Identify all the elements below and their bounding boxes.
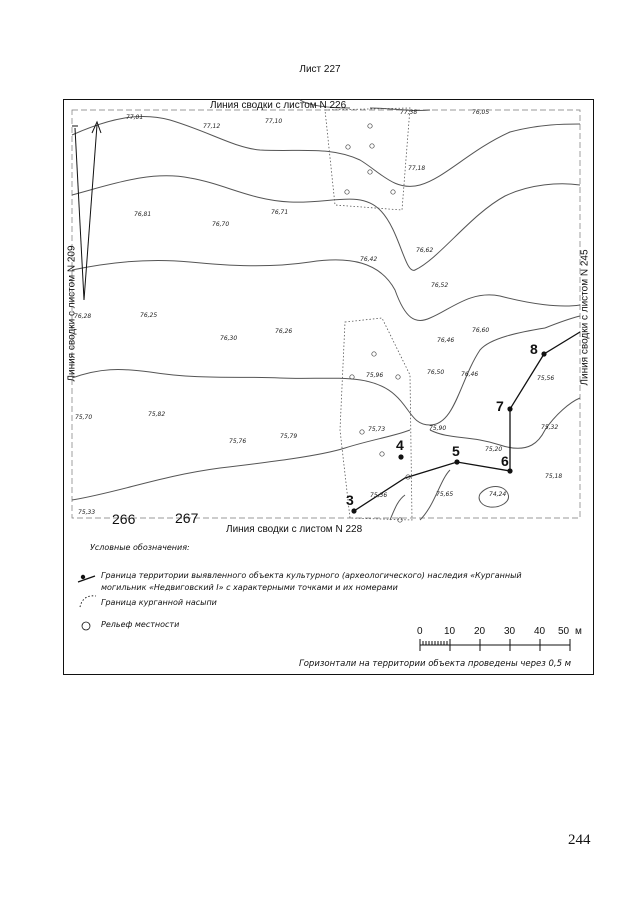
elevation-mark: 75,82	[148, 411, 166, 418]
elevation-mark: 76,46	[461, 371, 479, 378]
edge-label-bottom: Линия сводки с листом N 228	[226, 524, 363, 535]
elevation-mark: 76,52	[431, 282, 449, 289]
boundary-point-number: 5	[452, 443, 460, 459]
elevation-mark: 77,12	[203, 123, 221, 130]
elevation-mark: 76,26	[275, 328, 293, 335]
site-boundary	[351, 332, 580, 514]
elevation-mark: 76,70	[212, 221, 230, 228]
elevation-mark: 76,60	[472, 327, 490, 334]
elevation-mark: 76,05	[472, 109, 490, 116]
boundary-point-number: 4	[396, 437, 404, 453]
elevation-mark: 77,10	[265, 118, 283, 125]
contour-interval-note: Горизонтали на территории объекта проведены через 0,5 м	[299, 659, 572, 669]
elevation-mark: 76,30	[220, 335, 238, 342]
elevation-mark: 77,01	[126, 114, 144, 121]
boundary-point-number: 7	[496, 398, 504, 414]
legend-symbols	[78, 575, 96, 630]
elevation-mark: 75,33	[78, 509, 96, 516]
elevation-mark: 76,42	[360, 256, 378, 263]
boundary-point-icon	[351, 508, 356, 513]
legend-mound-text: Граница курганной насыпи	[101, 598, 217, 607]
elevation-mark: 75,96	[366, 372, 384, 379]
scale-tick-label: 50	[558, 626, 570, 637]
elevation-mark: 76,62	[416, 247, 434, 254]
boundary-point-icon	[507, 468, 512, 473]
elevation-mark: 76,28	[74, 313, 92, 320]
elevation-mark: 75,20	[485, 446, 503, 453]
adjacent-sheet-number: 266	[112, 511, 136, 527]
elevation-mark: 75,70	[75, 414, 93, 421]
edge-label-right: Линия сводки с листом N 245	[579, 249, 591, 386]
elevation-mark: 76,50	[427, 369, 445, 376]
page-number: 244	[568, 832, 591, 848]
scale-tick-label: 20	[474, 626, 486, 637]
elevation-mark: 76,81	[134, 211, 152, 218]
mound-outline-icon	[80, 596, 96, 607]
sheet-title: Лист 227	[299, 64, 341, 75]
elevation-mark: 77,18	[408, 165, 426, 172]
elevation-mark: 75,18	[545, 473, 563, 480]
elevation-mark: 76,25	[140, 312, 158, 319]
relief-circles	[345, 124, 410, 522]
adjacent-sheet-number: 267	[175, 510, 199, 526]
boundary-point-number: 6	[501, 453, 509, 469]
scale-tick-label: 30	[504, 626, 516, 637]
boundary-point-number: 8	[530, 341, 538, 357]
elevation-mark: 75,32	[541, 424, 559, 431]
boundary-point-icon	[507, 406, 512, 411]
boundary-point-icon	[398, 454, 403, 459]
legend-relief-text: Рельеф местности	[101, 620, 180, 629]
boundary-point-icon	[541, 351, 546, 356]
elevation-mark: 75,65	[436, 491, 454, 498]
elevation-mark: 76,71	[271, 209, 289, 216]
relief-symbol-icon	[82, 622, 90, 630]
elevation-mark: 75,76	[229, 438, 247, 445]
elevation-mark: 75,56	[537, 375, 555, 382]
edge-label-top: Линия сводки с листом N 226	[210, 100, 347, 111]
elevation-mark: 75,73	[368, 426, 386, 433]
edge-label-left: Линия сводки с листом N 209	[66, 245, 78, 382]
scale-tick-label: 0	[417, 626, 423, 637]
elevation-mark: 75,90	[429, 425, 447, 432]
legend-boundary-icon	[78, 576, 95, 582]
elevation-mark: 77,38	[400, 109, 418, 116]
scale-unit: м	[575, 626, 582, 637]
scale-tick-label: 40	[534, 626, 546, 637]
elevation-mark: 75,79	[280, 433, 298, 440]
scale-bar	[420, 639, 570, 651]
legend-boundary-text: Граница территории выявленного объекта культурного (археологического) наследия «Курганный могильник «Недвиговский I» с характерными точками и их номерами	[101, 571, 522, 592]
boundary-point-icon	[454, 459, 459, 464]
elevation-mark: 76,46	[437, 337, 455, 344]
legend-heading: Условные обозначения:	[90, 543, 190, 552]
boundary-point-number: 3	[346, 492, 354, 508]
elevation-mark: 74,24	[489, 491, 507, 498]
elevation-mark: 75,36	[370, 492, 388, 499]
scale-tick-label: 10	[444, 626, 456, 637]
